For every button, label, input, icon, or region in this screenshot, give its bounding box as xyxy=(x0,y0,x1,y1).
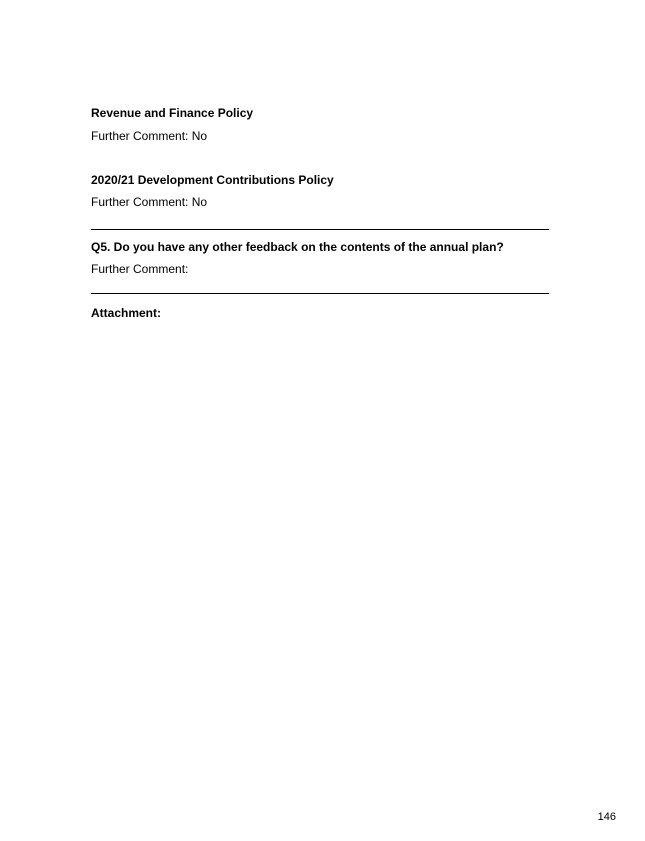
question-comment-q5: Further Comment: xyxy=(91,262,189,276)
section-divider xyxy=(91,293,549,294)
page-number: 146 xyxy=(597,811,616,823)
section-comment-development-contributions-policy: Further Comment: No xyxy=(91,195,208,209)
attachment-label: Attachment: xyxy=(91,306,162,320)
section-heading-development-contributions-policy: 2020/21 Development Contributions Policy xyxy=(91,173,334,187)
section-heading-revenue-finance-policy: Revenue and Finance Policy xyxy=(91,106,254,120)
section-comment-revenue-finance-policy: Further Comment: No xyxy=(91,129,208,143)
question-heading-q5: Q5. Do you have any other feedback on the contents of the annual plan? xyxy=(91,240,504,254)
section-divider xyxy=(91,229,549,230)
